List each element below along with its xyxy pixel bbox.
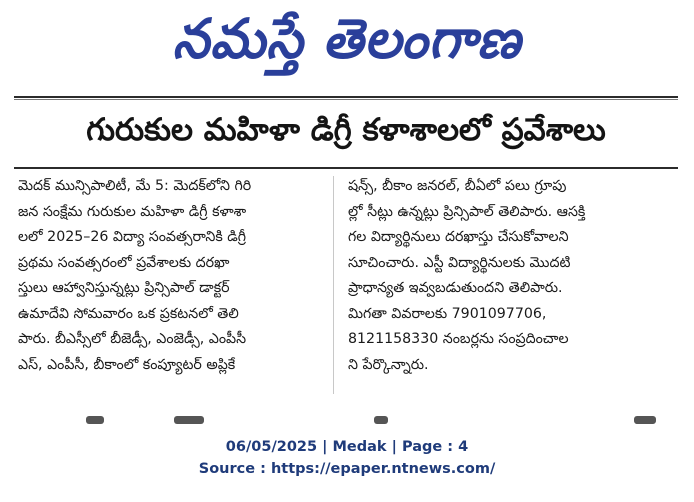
article-headline: గురుకుల మహిళా డిగ్రీ కళాశాలలో ప్రవేశాలు (86, 111, 606, 148)
article-line: ప్రాధాన్యత ఇవ్వబడుతుందని తెలిపారు. (348, 280, 563, 296)
masthead (0, 0, 694, 92)
headline-rule (14, 167, 678, 169)
article-line: ప్రథమ సంవత్సరంలో ప్రవేశాలకు దరఖా (18, 254, 230, 271)
footer-source-line: Source : https://epaper.ntnews.com/ (198, 461, 496, 477)
article-line: ఎస్, ఎంపీసీ, బీకాంలో కంప్యూటర్ అప్లికే (18, 356, 236, 373)
article-line: ల్లో సీట్లు ఉన్నట్లు ప్రిన్సిపాల్ తెలిపారు. ఆసక్తి (348, 203, 586, 220)
article-column-left (18, 174, 334, 378)
article-column-right (348, 174, 666, 378)
clipped-next-article-edge (14, 414, 678, 424)
article-line: మెదక్ మున్సిపాలిటీ, మే 5: మెదక్‌లోని గిరి (18, 178, 252, 194)
article-line: ఉమాదేవి సోమవారం ఒక ప్రకటనలో తెలి (18, 305, 239, 322)
article-line: లలో 2025–26 విద్యా సంవత్సరానికి డిగ్రీ (18, 229, 247, 245)
column-divider (333, 176, 334, 394)
article-line: 8121158330 నంబర్లను సంప్రదించాల (348, 331, 569, 347)
article-line: ని పేర్కొన్నారు. (348, 356, 429, 373)
newspaper-logo-title: నమస్తే తెలంగాణ (172, 7, 522, 71)
article-line: స్తులు ఆహ్వానిస్తున్నట్లు ప్రిన్సిపాల్ డాక్టర్ (18, 280, 230, 296)
top-rule (14, 96, 678, 98)
article-line: గల విద్యార్థినులు దరఖాస్తు చేసుకోవాలని (348, 229, 569, 245)
article-line: జన సంక్షేమ గురుకుల మహిళా డిగ్రీ కళాశా (18, 203, 247, 220)
article-line: పారు. బీఎస్సీలో బీజెడ్సీ, ఎంజెడ్సీ, ఎంపీసీ (18, 331, 247, 347)
footer-date-line: 06/05/2025 | Medak | Page : 4 (225, 439, 469, 455)
clipping-footer (0, 436, 694, 480)
article-line: షన్స్, బీకాం జనరల్, బీఏలో పలు గ్రూపు (348, 178, 567, 194)
article-line: మిగతా వివరాలకు 7901097706, (348, 305, 547, 322)
headline-box (14, 100, 678, 166)
article-line: సూచించారు. ఎస్టీ విద్యార్థినులకు మొదటి (348, 254, 571, 271)
